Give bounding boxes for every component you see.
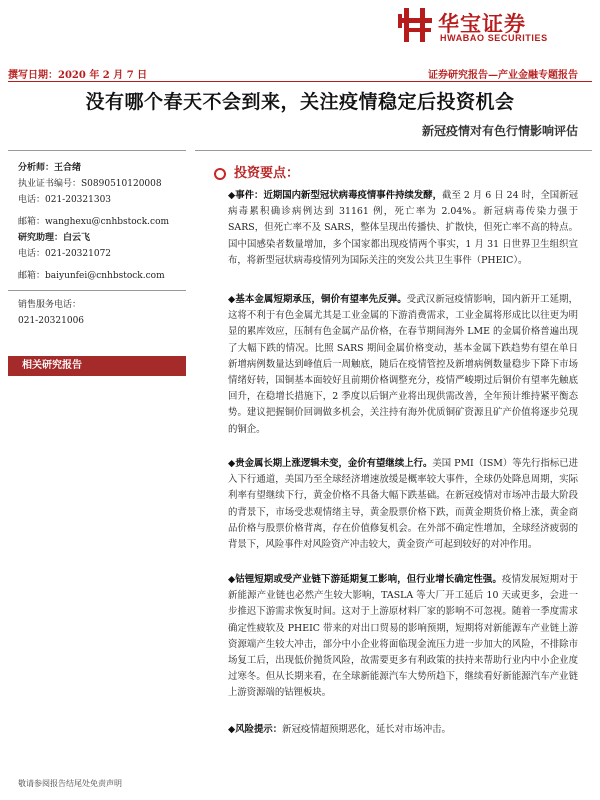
logo-english-name: HWABAO SECURITIES [440, 33, 548, 43]
main-divider [195, 150, 592, 151]
bullet-icon [214, 168, 226, 180]
paragraph-risk: ◆风险提示：新冠疫情超预期恶化，延长对市场冲击。 [228, 724, 451, 735]
sales-phone: 021-20321006 [18, 316, 85, 326]
logo-mark-icon [398, 6, 434, 44]
assistant-phone: 电话：021-20321072 [18, 249, 112, 259]
report-type: 证券研究报告—产业金融专题报告 [428, 70, 578, 81]
company-logo [398, 6, 588, 46]
analyst-info [18, 160, 186, 329]
analyst-license: 执业证书编号：S0890510120008 [18, 179, 162, 189]
assistant-email[interactable]: 邮箱：baiyunfei@cnhbstock.com [18, 271, 165, 281]
logo-chinese-name: 华宝证券 [438, 12, 526, 36]
investment-highlights-heading: 投资要点： [214, 162, 299, 181]
paragraph-base-metals: ◆基本金属短期承压，铜价有望率先反弹。受武汉新冠疫情影响，国内新开工延期，这将不利于有色金属尤其是工业金属的下游消费需求，工业金属将形成比以往更为明显的累库效应，压制有色金属产品价格，在春节期间海外 LME 的金属价格普遍出现了大幅下跌的情况。比照 SARS 期间金属价格变动，基本金属下跌趋势有望在单日新增病例数量达到峰值后一周触底，随后在疫情管控及新增病例数量稳步下降下市场情绪好转，国铜基本面较好且前期价格调整充分，疫情严峻期过后铜价有望率先触底回升，在稳增长措施下，2 季度以后铜产业将出现供需改善，全年预计维持紧平衡态势。建议把握铜价回调做多机会，关注持有海外优质铜矿资源且矿产价值将逐步兑现的铜企。 [228, 294, 578, 435]
page-title: 没有哪个春天不会到来，关注疫情稳定后投资机会 [85, 91, 515, 113]
related-reports-header: 相关研究报告 [8, 356, 186, 376]
paragraph-event: ◆事件：近期国内新型冠状病毒疫情事件持续发酵，截至 2 月 6 日 24 时，全国新冠病毒累积确诊病例达到 31161 例，死亡率为 2.04%。新冠病毒传染力强于 SARS，但死亡率不及 SARS，整体呈现出传播快、扩散快，但死亡率不高的特点。国中国感染者数量增加，多个国家都出现疫情两个事实，1 月 31 日世界卫生组织宣布，将新型冠状病毒疫情列为国际关注的突发公共卫生事件（PHEIC）。 [228, 190, 578, 266]
analyst-name: 分析师：王合绪 [18, 163, 82, 173]
analyst-phone: 电话：021-20321303 [18, 195, 112, 205]
paragraph-cobalt-lithium: ◆钴锂短期或受产业链下游延期复工影响，但行业增长确定性强。疫情发展短期对于新能源产业链也必然产生较大影响，TASLA 等大厂开工延后 10 天或更多，会进一步推迟下游需求恢复时间。这对于上游原材料厂家的影响不可忽视。随着一季度需求确定性疲软及 PHEIC 带来的对出口贸易的影响预期，短期将对新能源车产业链上游资源端产生较大冲击，部分中小企业将面临现金流压力进一步加大的风险，不排除市场复工后，出现低价抛货风险，故需要更多有利政策的扶持来帮助行业内中小企业度过寒冬。但从长期来看，在全球新能源汽车大势所趋下，继续看好新能源汽车产业链上游资源端的钴锂板块。 [228, 574, 578, 699]
disclaimer-footer: 敬请参阅报告结尾处免责声明 [18, 779, 122, 788]
page-subtitle: 新冠疫情对有色行情影响评估 [421, 124, 578, 138]
assistant-name: 研究助理：白云飞 [18, 233, 91, 243]
analyst-email[interactable]: 邮箱：wanghexu@cnhbstock.com [18, 217, 170, 227]
report-date: 撰写日期：2020 年 2 月 7 日 [8, 70, 148, 81]
sidebar-divider [8, 150, 186, 151]
sidebar-divider-2 [8, 290, 186, 291]
paragraph-precious-metals: ◆贵金属长期上涨逻辑未变，金价有望继续上行。美国 PMI（ISM）等先行指标已进入下行通道，美国乃至全球经济增速放缓是概率较大事件，全球仍处降息周期，实际利率有望继续下行，黄金价格不具备大幅下跌基础。在新冠疫情对市场冲击最大阶段的背景下，市场受悲观情绪主导，黄金股票价格下跌，而黄金期货价格上涨，黄金商品价格与股票价格背离，存在价值修复机会。在外部不确定性增加，全球经济疲弱的背景下，风险事件对风险资产冲击较大，黄金资产可起到较好的对冲作用。 [228, 458, 578, 551]
sales-label: 销售服务电话： [18, 300, 82, 310]
header-divider [8, 81, 592, 82]
